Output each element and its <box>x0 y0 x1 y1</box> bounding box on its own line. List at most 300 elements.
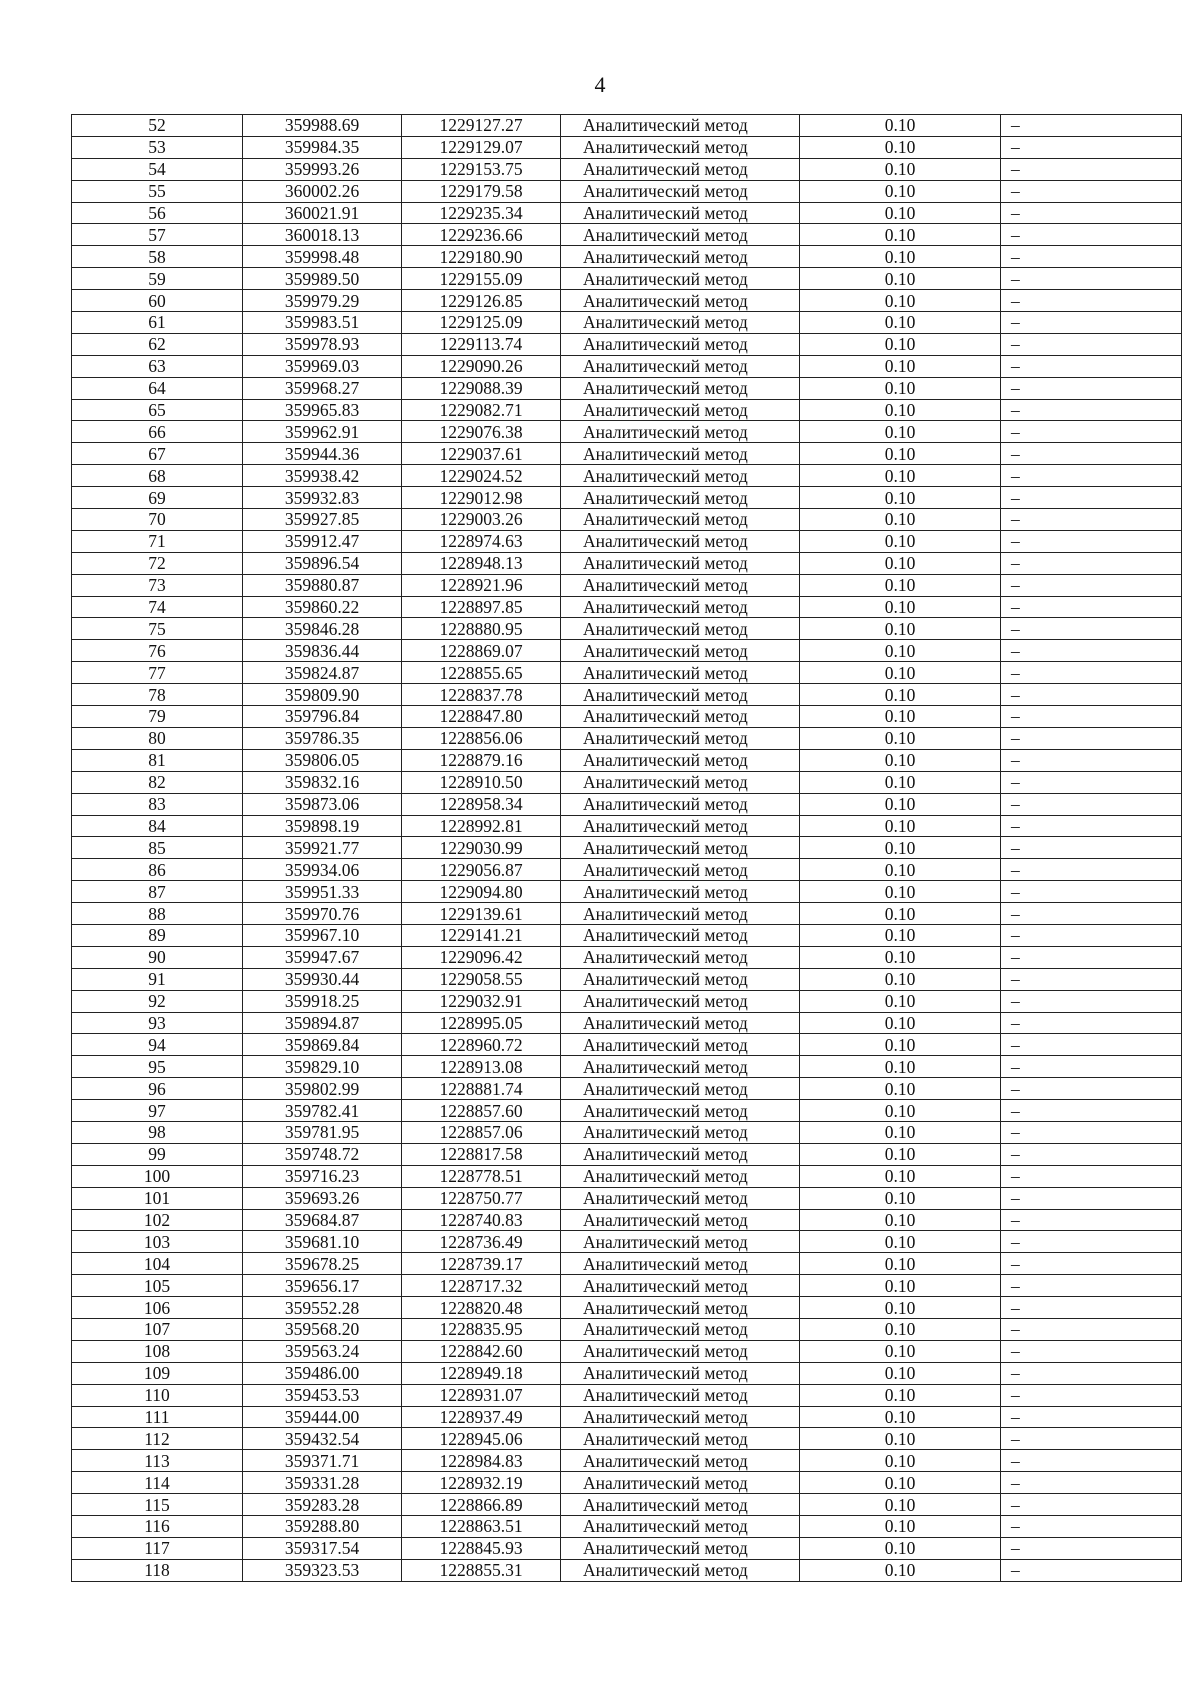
x-coordinate-cell: 359965.83 <box>243 399 402 421</box>
x-coordinate-cell: 359748.72 <box>243 1143 402 1165</box>
accuracy-cell: 0.10 <box>800 465 1001 487</box>
description-cell: – <box>1001 377 1182 399</box>
table-row <box>72 1209 1182 1231</box>
coordinates-table-body <box>72 115 1182 1582</box>
accuracy-cell: 0.10 <box>800 1494 1001 1516</box>
x-coordinate-cell: 359947.67 <box>243 946 402 968</box>
method-cell: Аналитический метод <box>561 136 800 158</box>
y-coordinate-cell: 1229155.09 <box>402 268 561 290</box>
accuracy-cell: 0.10 <box>800 1362 1001 1384</box>
table-row <box>72 246 1182 268</box>
accuracy-cell: 0.10 <box>800 552 1001 574</box>
point-number-cell: 78 <box>72 684 243 706</box>
accuracy-cell: 0.10 <box>800 1078 1001 1100</box>
method-cell: Аналитический метод <box>561 727 800 749</box>
method-cell: Аналитический метод <box>561 443 800 465</box>
method-cell: Аналитический метод <box>561 1231 800 1253</box>
table-row <box>72 640 1182 662</box>
method-cell: Аналитический метод <box>561 1340 800 1362</box>
accuracy-cell: 0.10 <box>800 136 1001 158</box>
point-number-cell: 83 <box>72 793 243 815</box>
y-coordinate-cell: 1228835.95 <box>402 1318 561 1340</box>
point-number-cell: 89 <box>72 924 243 946</box>
description-cell: – <box>1001 1187 1182 1209</box>
method-cell: Аналитический метод <box>561 115 800 137</box>
table-row <box>72 1428 1182 1450</box>
y-coordinate-cell: 1228958.34 <box>402 793 561 815</box>
accuracy-cell: 0.10 <box>800 837 1001 859</box>
point-number-cell: 87 <box>72 881 243 903</box>
accuracy-cell: 0.10 <box>800 1297 1001 1319</box>
x-coordinate-cell: 359824.87 <box>243 662 402 684</box>
y-coordinate-cell: 1228817.58 <box>402 1143 561 1165</box>
y-coordinate-cell: 1228842.60 <box>402 1340 561 1362</box>
point-number-cell: 97 <box>72 1100 243 1122</box>
x-coordinate-cell: 359993.26 <box>243 158 402 180</box>
description-cell: – <box>1001 465 1182 487</box>
accuracy-cell: 0.10 <box>800 749 1001 771</box>
description-cell: – <box>1001 1516 1182 1538</box>
x-coordinate-cell: 359921.77 <box>243 837 402 859</box>
description-cell: – <box>1001 903 1182 925</box>
x-coordinate-cell: 359898.19 <box>243 815 402 837</box>
x-coordinate-cell: 359970.76 <box>243 903 402 925</box>
description-cell: – <box>1001 1078 1182 1100</box>
point-number-cell: 67 <box>72 443 243 465</box>
y-coordinate-cell: 1228855.65 <box>402 662 561 684</box>
x-coordinate-cell: 359846.28 <box>243 618 402 640</box>
table-row <box>72 815 1182 837</box>
point-number-cell: 55 <box>72 180 243 202</box>
accuracy-cell: 0.10 <box>800 1231 1001 1253</box>
description-cell: – <box>1001 924 1182 946</box>
table-row <box>72 377 1182 399</box>
x-coordinate-cell: 359288.80 <box>243 1516 402 1538</box>
y-coordinate-cell: 1228992.81 <box>402 815 561 837</box>
y-coordinate-cell: 1229236.66 <box>402 224 561 246</box>
x-coordinate-cell: 359880.87 <box>243 574 402 596</box>
x-coordinate-cell: 359869.84 <box>243 1034 402 1056</box>
method-cell: Аналитический метод <box>561 1209 800 1231</box>
description-cell: – <box>1001 136 1182 158</box>
description-cell: – <box>1001 706 1182 728</box>
description-cell: – <box>1001 990 1182 1012</box>
table-row <box>72 574 1182 596</box>
y-coordinate-cell: 1229180.90 <box>402 246 561 268</box>
method-cell: Аналитический метод <box>561 1428 800 1450</box>
description-cell: – <box>1001 180 1182 202</box>
table-row <box>72 1012 1182 1034</box>
method-cell: Аналитический метод <box>561 1056 800 1078</box>
x-coordinate-cell: 360018.13 <box>243 224 402 246</box>
method-cell: Аналитический метод <box>561 1559 800 1581</box>
x-coordinate-cell: 359969.03 <box>243 355 402 377</box>
point-number-cell: 92 <box>72 990 243 1012</box>
table-row <box>72 881 1182 903</box>
accuracy-cell: 0.10 <box>800 574 1001 596</box>
description-cell: – <box>1001 1494 1182 1516</box>
description-cell: – <box>1001 115 1182 137</box>
method-cell: Аналитический метод <box>561 1078 800 1100</box>
accuracy-cell: 0.10 <box>800 1121 1001 1143</box>
point-number-cell: 116 <box>72 1516 243 1538</box>
y-coordinate-cell: 1228913.08 <box>402 1056 561 1078</box>
description-cell: – <box>1001 1253 1182 1275</box>
y-coordinate-cell: 1229037.61 <box>402 443 561 465</box>
point-number-cell: 58 <box>72 246 243 268</box>
y-coordinate-cell: 1228866.89 <box>402 1494 561 1516</box>
x-coordinate-cell: 359989.50 <box>243 268 402 290</box>
table-row <box>72 224 1182 246</box>
x-coordinate-cell: 359979.29 <box>243 290 402 312</box>
y-coordinate-cell: 1228937.49 <box>402 1406 561 1428</box>
table-row <box>72 990 1182 1012</box>
accuracy-cell: 0.10 <box>800 1384 1001 1406</box>
x-coordinate-cell: 359967.10 <box>243 924 402 946</box>
x-coordinate-cell: 359934.06 <box>243 859 402 881</box>
description-cell: – <box>1001 158 1182 180</box>
y-coordinate-cell: 1229127.27 <box>402 115 561 137</box>
y-coordinate-cell: 1228845.93 <box>402 1537 561 1559</box>
x-coordinate-cell: 359836.44 <box>243 640 402 662</box>
accuracy-cell: 0.10 <box>800 859 1001 881</box>
description-cell: – <box>1001 793 1182 815</box>
y-coordinate-cell: 1229056.87 <box>402 859 561 881</box>
accuracy-cell: 0.10 <box>800 662 1001 684</box>
y-coordinate-cell: 1228740.83 <box>402 1209 561 1231</box>
method-cell: Аналитический метод <box>561 859 800 881</box>
description-cell: – <box>1001 1428 1182 1450</box>
description-cell: – <box>1001 333 1182 355</box>
method-cell: Аналитический метод <box>561 706 800 728</box>
x-coordinate-cell: 359486.00 <box>243 1362 402 1384</box>
description-cell: – <box>1001 771 1182 793</box>
accuracy-cell: 0.10 <box>800 355 1001 377</box>
table-row <box>72 837 1182 859</box>
point-number-cell: 82 <box>72 771 243 793</box>
table-row <box>72 487 1182 509</box>
y-coordinate-cell: 1229141.21 <box>402 924 561 946</box>
table-row <box>72 465 1182 487</box>
table-row <box>72 202 1182 224</box>
table-row <box>72 290 1182 312</box>
method-cell: Аналитический метод <box>561 640 800 662</box>
table-row <box>72 1297 1182 1319</box>
accuracy-cell: 0.10 <box>800 727 1001 749</box>
y-coordinate-cell: 1228820.48 <box>402 1297 561 1319</box>
table-row <box>72 727 1182 749</box>
point-number-cell: 100 <box>72 1165 243 1187</box>
method-cell: Аналитический метод <box>561 1537 800 1559</box>
y-coordinate-cell: 1229094.80 <box>402 881 561 903</box>
description-cell: – <box>1001 487 1182 509</box>
method-cell: Аналитический метод <box>561 1187 800 1209</box>
point-number-cell: 79 <box>72 706 243 728</box>
x-coordinate-cell: 359806.05 <box>243 749 402 771</box>
table-row <box>72 136 1182 158</box>
point-number-cell: 103 <box>72 1231 243 1253</box>
table-row <box>72 1450 1182 1472</box>
table-row <box>72 158 1182 180</box>
table-row <box>72 1275 1182 1297</box>
y-coordinate-cell: 1228921.96 <box>402 574 561 596</box>
table-row <box>72 180 1182 202</box>
y-coordinate-cell: 1229113.74 <box>402 333 561 355</box>
x-coordinate-cell: 359860.22 <box>243 596 402 618</box>
x-coordinate-cell: 359894.87 <box>243 1012 402 1034</box>
x-coordinate-cell: 359968.27 <box>243 377 402 399</box>
point-number-cell: 107 <box>72 1318 243 1340</box>
method-cell: Аналитический метод <box>561 684 800 706</box>
table-row <box>72 1056 1182 1078</box>
point-number-cell: 96 <box>72 1078 243 1100</box>
y-coordinate-cell: 1228869.07 <box>402 640 561 662</box>
table-row <box>72 509 1182 531</box>
point-number-cell: 94 <box>72 1034 243 1056</box>
method-cell: Аналитический метод <box>561 246 800 268</box>
method-cell: Аналитический метод <box>561 1275 800 1297</box>
y-coordinate-cell: 1228717.32 <box>402 1275 561 1297</box>
description-cell: – <box>1001 1537 1182 1559</box>
y-coordinate-cell: 1228910.50 <box>402 771 561 793</box>
method-cell: Аналитический метод <box>561 224 800 246</box>
method-cell: Аналитический метод <box>561 1253 800 1275</box>
accuracy-cell: 0.10 <box>800 246 1001 268</box>
point-number-cell: 64 <box>72 377 243 399</box>
table-row <box>72 421 1182 443</box>
method-cell: Аналитический метод <box>561 1450 800 1472</box>
table-row <box>72 1494 1182 1516</box>
table-row <box>72 115 1182 137</box>
point-number-cell: 112 <box>72 1428 243 1450</box>
method-cell: Аналитический метод <box>561 312 800 334</box>
x-coordinate-cell: 359568.20 <box>243 1318 402 1340</box>
method-cell: Аналитический метод <box>561 771 800 793</box>
point-number-cell: 66 <box>72 421 243 443</box>
y-coordinate-cell: 1228984.83 <box>402 1450 561 1472</box>
accuracy-cell: 0.10 <box>800 1253 1001 1275</box>
accuracy-cell: 0.10 <box>800 1318 1001 1340</box>
point-number-cell: 62 <box>72 333 243 355</box>
accuracy-cell: 0.10 <box>800 1100 1001 1122</box>
y-coordinate-cell: 1228739.17 <box>402 1253 561 1275</box>
point-number-cell: 106 <box>72 1297 243 1319</box>
x-coordinate-cell: 359317.54 <box>243 1537 402 1559</box>
table-row <box>72 443 1182 465</box>
method-cell: Аналитический метод <box>561 290 800 312</box>
y-coordinate-cell: 1228949.18 <box>402 1362 561 1384</box>
table-row <box>72 1165 1182 1187</box>
table-row <box>72 749 1182 771</box>
x-coordinate-cell: 359984.35 <box>243 136 402 158</box>
method-cell: Аналитический метод <box>561 924 800 946</box>
description-cell: – <box>1001 1559 1182 1581</box>
point-number-cell: 72 <box>72 552 243 574</box>
point-number-cell: 60 <box>72 290 243 312</box>
method-cell: Аналитический метод <box>561 465 800 487</box>
table-row <box>72 1384 1182 1406</box>
point-number-cell: 53 <box>72 136 243 158</box>
point-number-cell: 74 <box>72 596 243 618</box>
table-row <box>72 333 1182 355</box>
x-coordinate-cell: 359684.87 <box>243 1209 402 1231</box>
method-cell: Аналитический метод <box>561 268 800 290</box>
y-coordinate-cell: 1229082.71 <box>402 399 561 421</box>
table-row <box>72 1034 1182 1056</box>
point-number-cell: 109 <box>72 1362 243 1384</box>
table-row <box>72 618 1182 640</box>
description-cell: – <box>1001 1100 1182 1122</box>
accuracy-cell: 0.10 <box>800 1559 1001 1581</box>
y-coordinate-cell: 1228974.63 <box>402 530 561 552</box>
method-cell: Аналитический метод <box>561 530 800 552</box>
point-number-cell: 68 <box>72 465 243 487</box>
table-row <box>72 771 1182 793</box>
method-cell: Аналитический метод <box>561 552 800 574</box>
x-coordinate-cell: 359912.47 <box>243 530 402 552</box>
table-row <box>72 268 1182 290</box>
point-number-cell: 98 <box>72 1121 243 1143</box>
point-number-cell: 104 <box>72 1253 243 1275</box>
accuracy-cell: 0.10 <box>800 596 1001 618</box>
accuracy-cell: 0.10 <box>800 793 1001 815</box>
description-cell: – <box>1001 1209 1182 1231</box>
method-cell: Аналитический метод <box>561 793 800 815</box>
point-number-cell: 52 <box>72 115 243 137</box>
point-number-cell: 59 <box>72 268 243 290</box>
table-row <box>72 1362 1182 1384</box>
table-row <box>72 1537 1182 1559</box>
x-coordinate-cell: 359781.95 <box>243 1121 402 1143</box>
y-coordinate-cell: 1228931.07 <box>402 1384 561 1406</box>
x-coordinate-cell: 359918.25 <box>243 990 402 1012</box>
x-coordinate-cell: 360002.26 <box>243 180 402 202</box>
x-coordinate-cell: 359371.71 <box>243 1450 402 1472</box>
point-number-cell: 118 <box>72 1559 243 1581</box>
accuracy-cell: 0.10 <box>800 443 1001 465</box>
table-row <box>72 662 1182 684</box>
description-cell: – <box>1001 596 1182 618</box>
x-coordinate-cell: 359716.23 <box>243 1165 402 1187</box>
point-number-cell: 117 <box>72 1537 243 1559</box>
y-coordinate-cell: 1228837.78 <box>402 684 561 706</box>
x-coordinate-cell: 359331.28 <box>243 1472 402 1494</box>
description-cell: – <box>1001 1012 1182 1034</box>
accuracy-cell: 0.10 <box>800 903 1001 925</box>
accuracy-cell: 0.10 <box>800 1143 1001 1165</box>
description-cell: – <box>1001 859 1182 881</box>
page-number: 4 <box>594 72 606 97</box>
description-cell: – <box>1001 1406 1182 1428</box>
method-cell: Аналитический метод <box>561 1165 800 1187</box>
accuracy-cell: 0.10 <box>800 115 1001 137</box>
description-cell: – <box>1001 1297 1182 1319</box>
description-cell: – <box>1001 312 1182 334</box>
y-coordinate-cell: 1228736.49 <box>402 1231 561 1253</box>
description-cell: – <box>1001 443 1182 465</box>
accuracy-cell: 0.10 <box>800 180 1001 202</box>
description-cell: – <box>1001 509 1182 531</box>
accuracy-cell: 0.10 <box>800 1450 1001 1472</box>
accuracy-cell: 0.10 <box>800 487 1001 509</box>
point-number-cell: 91 <box>72 968 243 990</box>
x-coordinate-cell: 359983.51 <box>243 312 402 334</box>
accuracy-cell: 0.10 <box>800 706 1001 728</box>
description-cell: – <box>1001 881 1182 903</box>
description-cell: – <box>1001 1450 1182 1472</box>
table-row <box>72 1406 1182 1428</box>
method-cell: Аналитический метод <box>561 180 800 202</box>
table-row <box>72 924 1182 946</box>
accuracy-cell: 0.10 <box>800 224 1001 246</box>
accuracy-cell: 0.10 <box>800 1275 1001 1297</box>
accuracy-cell: 0.10 <box>800 990 1001 1012</box>
x-coordinate-cell: 359681.10 <box>243 1231 402 1253</box>
x-coordinate-cell: 359323.53 <box>243 1559 402 1581</box>
x-coordinate-cell: 359444.00 <box>243 1406 402 1428</box>
method-cell: Аналитический метод <box>561 990 800 1012</box>
x-coordinate-cell: 359951.33 <box>243 881 402 903</box>
table-row <box>72 552 1182 574</box>
x-coordinate-cell: 359453.53 <box>243 1384 402 1406</box>
table-row <box>72 1121 1182 1143</box>
point-number-cell: 86 <box>72 859 243 881</box>
y-coordinate-cell: 1229125.09 <box>402 312 561 334</box>
table-row <box>72 903 1182 925</box>
method-cell: Аналитический метод <box>561 1494 800 1516</box>
description-cell: – <box>1001 1362 1182 1384</box>
y-coordinate-cell: 1229139.61 <box>402 903 561 925</box>
point-number-cell: 102 <box>72 1209 243 1231</box>
x-coordinate-cell: 359809.90 <box>243 684 402 706</box>
table-row <box>72 1187 1182 1209</box>
description-cell: – <box>1001 1318 1182 1340</box>
table-row <box>72 530 1182 552</box>
x-coordinate-cell: 359930.44 <box>243 968 402 990</box>
y-coordinate-cell: 1228948.13 <box>402 552 561 574</box>
point-number-cell: 108 <box>72 1340 243 1362</box>
method-cell: Аналитический метод <box>561 377 800 399</box>
x-coordinate-cell: 359938.42 <box>243 465 402 487</box>
x-coordinate-cell: 359782.41 <box>243 1100 402 1122</box>
method-cell: Аналитический метод <box>561 1318 800 1340</box>
x-coordinate-cell: 359988.69 <box>243 115 402 137</box>
accuracy-cell: 0.10 <box>800 1056 1001 1078</box>
accuracy-cell: 0.10 <box>800 924 1001 946</box>
y-coordinate-cell: 1229058.55 <box>402 968 561 990</box>
y-coordinate-cell: 1229012.98 <box>402 487 561 509</box>
y-coordinate-cell: 1229024.52 <box>402 465 561 487</box>
description-cell: – <box>1001 574 1182 596</box>
method-cell: Аналитический метод <box>561 421 800 443</box>
accuracy-cell: 0.10 <box>800 290 1001 312</box>
point-number-cell: 115 <box>72 1494 243 1516</box>
table-row <box>72 1472 1182 1494</box>
description-cell: – <box>1001 684 1182 706</box>
accuracy-cell: 0.10 <box>800 421 1001 443</box>
table-row <box>72 1516 1182 1538</box>
x-coordinate-cell: 359832.16 <box>243 771 402 793</box>
y-coordinate-cell: 1228857.06 <box>402 1121 561 1143</box>
point-number-cell: 88 <box>72 903 243 925</box>
method-cell: Аналитический метод <box>561 881 800 903</box>
x-coordinate-cell: 359786.35 <box>243 727 402 749</box>
point-number-cell: 69 <box>72 487 243 509</box>
x-coordinate-cell: 359927.85 <box>243 509 402 531</box>
description-cell: – <box>1001 399 1182 421</box>
description-cell: – <box>1001 1056 1182 1078</box>
method-cell: Аналитический метод <box>561 1406 800 1428</box>
